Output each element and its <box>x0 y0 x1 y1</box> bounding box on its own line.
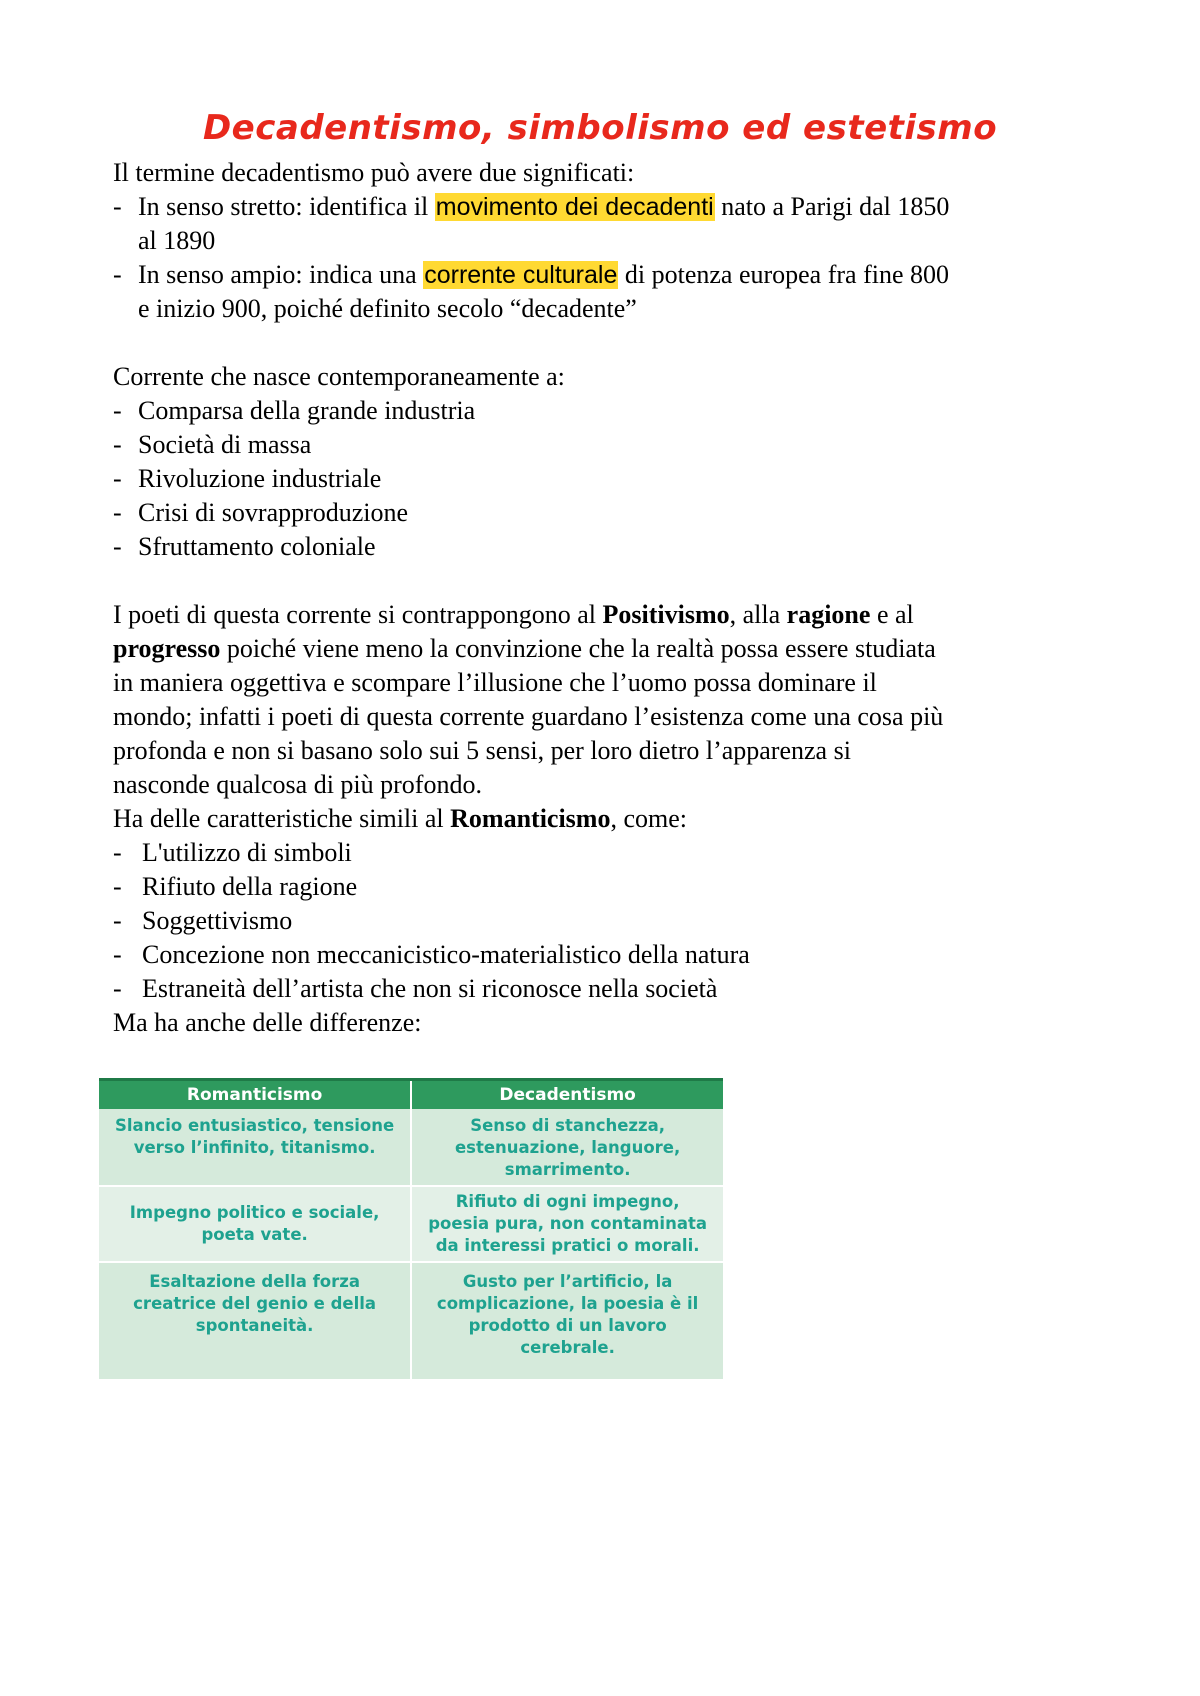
list-item: - L'utilizzo di simboli <box>113 838 352 867</box>
list-item: - Sfruttamento coloniale <box>113 532 376 561</box>
dash-bullet: - <box>113 260 122 289</box>
table-header-row <box>99 1080 723 1110</box>
table-cell: Gusto per l’artificio, la complicazione, la poesia è il prodotto di un lavoro cerebrale. <box>411 1262 723 1379</box>
page-title: Decadentismo, simbolismo ed estetismo <box>202 108 998 148</box>
list-item: - Concezione non meccanicistico-materialistico della natura <box>113 940 750 969</box>
table-row <box>99 1186 723 1262</box>
highlight: movimento dei decadenti <box>435 193 714 221</box>
list-item: - Crisi di sovrapproduzione <box>113 498 409 527</box>
table-cell: Impegno politico e sociale, poeta vate. <box>99 1186 411 1262</box>
table-row <box>99 1109 723 1186</box>
column-header-decadentismo: Decadentismo <box>411 1080 723 1110</box>
similarities-intro: Ha delle caratteristiche simili al Romanticismo, come: <box>113 804 687 833</box>
list-item: - Comparsa della grande industria <box>113 396 476 425</box>
highlight: corrente culturale <box>424 261 618 289</box>
list-item: - Società di massa <box>113 430 312 459</box>
differences-heading: Ma ha anche delle differenze: <box>113 1008 422 1037</box>
dash-bullet: - <box>113 192 122 221</box>
list-item: - Soggettivismo <box>113 906 293 935</box>
poets-paragraph: I poeti di questa corrente si contrappongono al Positivismo, alla ragione e al progresso poiché viene meno la convinzione che la realtà possa essere studiata in maniera oggettiva e scompare l’illusione che l’uomo possa dominare il mondo; infatti i poeti di questa corrente guardano l’esistenza come una cosa più profonda e non si basano solo sui 5 sensi, per loro dietro l’apparenza si nasconde qualcosa di più profondo. <box>113 600 944 799</box>
list-item: - Estraneità dell’artista che non si riconosce nella società <box>113 974 718 1003</box>
column-header-romanticismo: Romanticismo <box>99 1080 411 1110</box>
table-cell: Rifiuto di ogni impegno, poesia pura, non contaminata da interessi pratici o morali. <box>411 1186 723 1262</box>
table-cell: Esaltazione della forza creatrice del genio e della spontaneità. <box>99 1262 411 1379</box>
list-item: - Rivoluzione industriale <box>113 464 382 493</box>
list-item: - In senso ampio: indica una corrente culturale di potenza europea fra fine 800 e inizio 900, poiché definito secolo “decadente” <box>113 260 949 323</box>
list-item: - Rifiuto della ragione <box>113 872 358 901</box>
intro-heading: Il termine decadentismo può avere due significati: <box>113 158 635 187</box>
table-cell: Senso di stanchezza, estenuazione, languore, smarrimento. <box>411 1109 723 1186</box>
document-body <box>113 156 1113 1040</box>
table-cell: Slancio entusiastico, tensione verso l’infinito, titanismo. <box>99 1109 411 1186</box>
context-heading: Corrente che nasce contemporaneamente a: <box>113 362 565 391</box>
comparison-table <box>99 1078 723 1379</box>
table-row <box>99 1262 723 1379</box>
list-item: - In senso stretto: identifica il movimento dei decadenti nato a Parigi dal 1850 al 1890 <box>113 192 950 255</box>
